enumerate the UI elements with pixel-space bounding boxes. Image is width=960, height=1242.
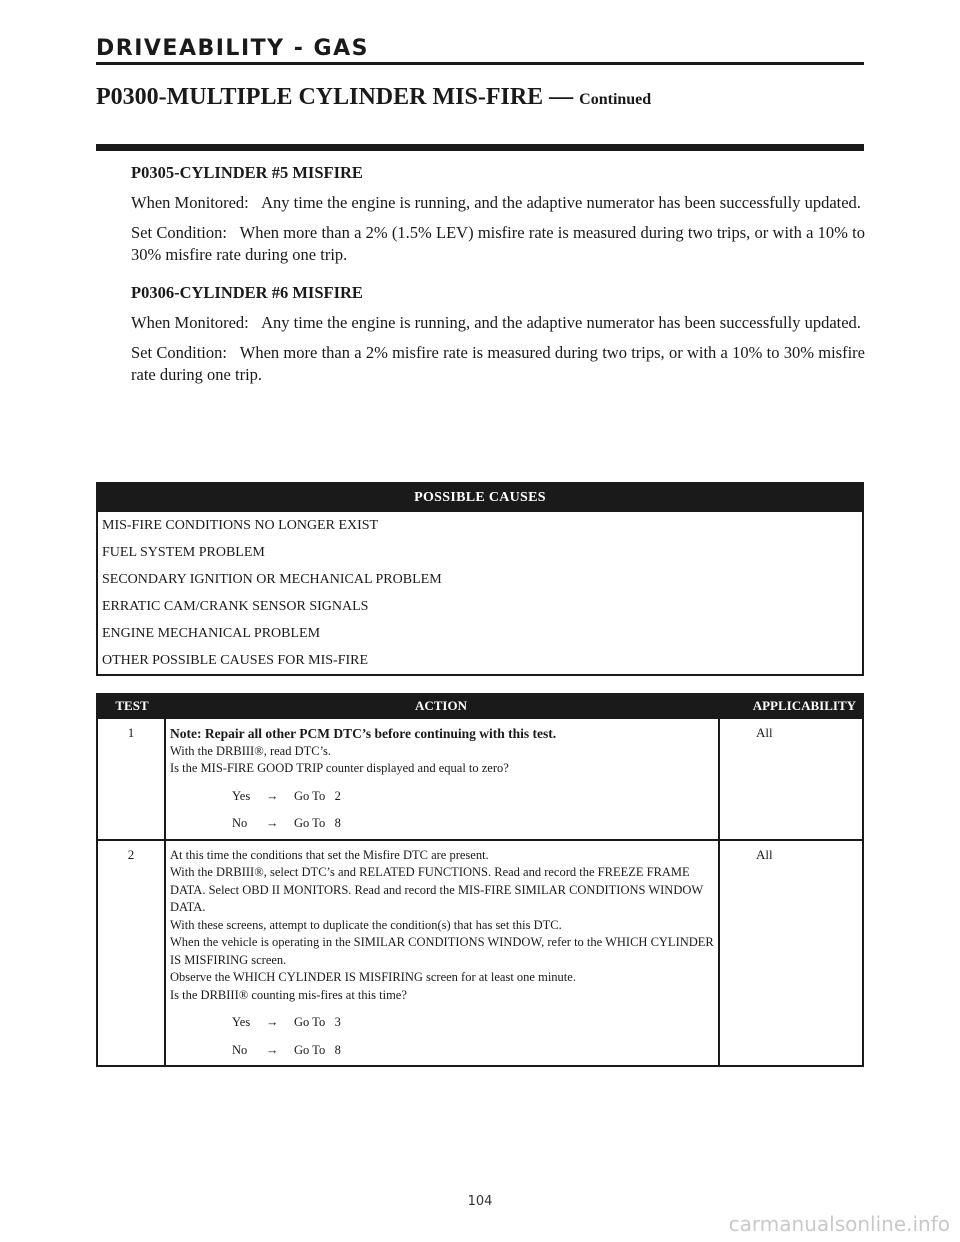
table-row [98, 839, 862, 1066]
yes-choice [232, 1014, 714, 1032]
table-row [98, 717, 862, 839]
no-choice [232, 1042, 714, 1060]
test-action [164, 841, 720, 1066]
section-header: DRIVEABILITY - GAS [96, 36, 369, 61]
action-line: Is the MIS-FIRE GOOD TRIP counter displayed and equal to zero? [170, 761, 509, 775]
p0306-heading: P0306-CYLINDER #6 MISFIRE [131, 283, 363, 302]
test-number: 1 [127, 725, 135, 740]
test-table-header [98, 695, 862, 717]
p0305-heading: P0305-CYLINDER #5 MISFIRE [131, 163, 363, 182]
page-title [96, 84, 651, 111]
no-goto: Go To 8 [294, 816, 341, 830]
arrow-right-icon: → [266, 788, 279, 803]
test-action [164, 719, 720, 839]
action-line: With the DRBIII®, select DTC’s and RELATED FUNCTIONS. Read and record the FREEZE FRAME DATA. Select OBD II MONITORS. Read and record the MIS-FIRE SIMILAR CONDITIONS WINDOW DATA. [170, 865, 703, 914]
no-choice [232, 815, 714, 833]
header-test: TEST [115, 698, 149, 713]
test-applicability: All [756, 846, 773, 862]
test-table [96, 693, 864, 1067]
yes-label: Yes [232, 788, 251, 803]
title-rule [96, 144, 864, 151]
header-rule [96, 62, 864, 65]
action-line: At this time the conditions that set the Misfire DTC are present. [170, 847, 489, 862]
dtc-descriptions [131, 162, 865, 394]
cause-item: ENGINE MECHANICAL PROBLEM [102, 626, 321, 641]
yes-label: Yes [232, 1015, 251, 1029]
test-number: 2 [127, 846, 135, 862]
cause-item: SECONDARY IGNITION OR MECHANICAL PROBLEM [102, 572, 442, 587]
page-title-main: P0300-MULTIPLE CYLINDER MIS-FIRE — [96, 84, 580, 110]
cause-item: ERRATIC CAM/CRANK SENSOR SIGNALS [102, 599, 369, 614]
page-number: 104 [467, 1194, 493, 1209]
p0306-set-condition: Set Condition: When more than a 2% misfire rate is measured during two trips, or with a 10% to 30% misfire rate during one trip. [131, 343, 865, 384]
p0306-when-monitored: When Monitored: Any time the engine is running, and the adaptive numerator has been successfully updated. [131, 313, 861, 332]
test-note: Note: Repair all other PCM DTC’s before continuing with this test. [170, 726, 557, 741]
action-line: With these screens, attempt to duplicate the condition(s) that has set this DTC. [170, 917, 562, 932]
cause-item: MIS-FIRE CONDITIONS NO LONGER EXIST [102, 518, 379, 533]
yes-goto: Go To 2 [294, 788, 341, 803]
header-applicability: APPLICABILITY [752, 698, 856, 713]
arrow-right-icon: → [266, 1042, 279, 1057]
watermark: carmanualsonline.info [728, 1212, 950, 1236]
cause-item: OTHER POSSIBLE CAUSES FOR MIS-FIRE [102, 653, 369, 668]
action-line: When the vehicle is operating in the SIMILAR CONDITIONS WINDOW, refer to the WHICH CYLINDER IS MISFIRING screen. [170, 935, 714, 967]
p0305-set-condition: Set Condition: When more than a 2% (1.5% LEV) misfire rate is measured during two trips, or with a 10% to 30% misfire rate during one trip. [131, 223, 865, 264]
yes-goto: Go To 3 [294, 1015, 341, 1029]
action-line: Observe the WHICH CYLINDER IS MISFIRING screen for at least one minute. [170, 970, 576, 984]
arrow-right-icon: → [266, 816, 279, 830]
no-goto: Go To 8 [294, 1042, 341, 1057]
arrow-right-icon: → [266, 1015, 279, 1029]
cause-item: FUEL SYSTEM PROBLEM [102, 545, 265, 560]
p0305-when-monitored: When Monitored: Any time the engine is running, and the adaptive numerator has been successfully updated. [131, 193, 861, 212]
test-applicability: All [756, 725, 773, 740]
possible-causes-header: POSSIBLE CAUSES [98, 484, 862, 512]
no-label: No [232, 1042, 248, 1057]
action-line: With the DRBIII®, read DTC’s. [170, 743, 332, 758]
no-label: No [232, 816, 248, 830]
action-line: Is the DRBIII® counting mis-fires at this time? [170, 987, 407, 1002]
header-action: ACTION [414, 698, 467, 713]
possible-causes-box [96, 482, 864, 676]
page-title-continued: Continued [579, 91, 652, 108]
yes-choice [232, 788, 714, 806]
